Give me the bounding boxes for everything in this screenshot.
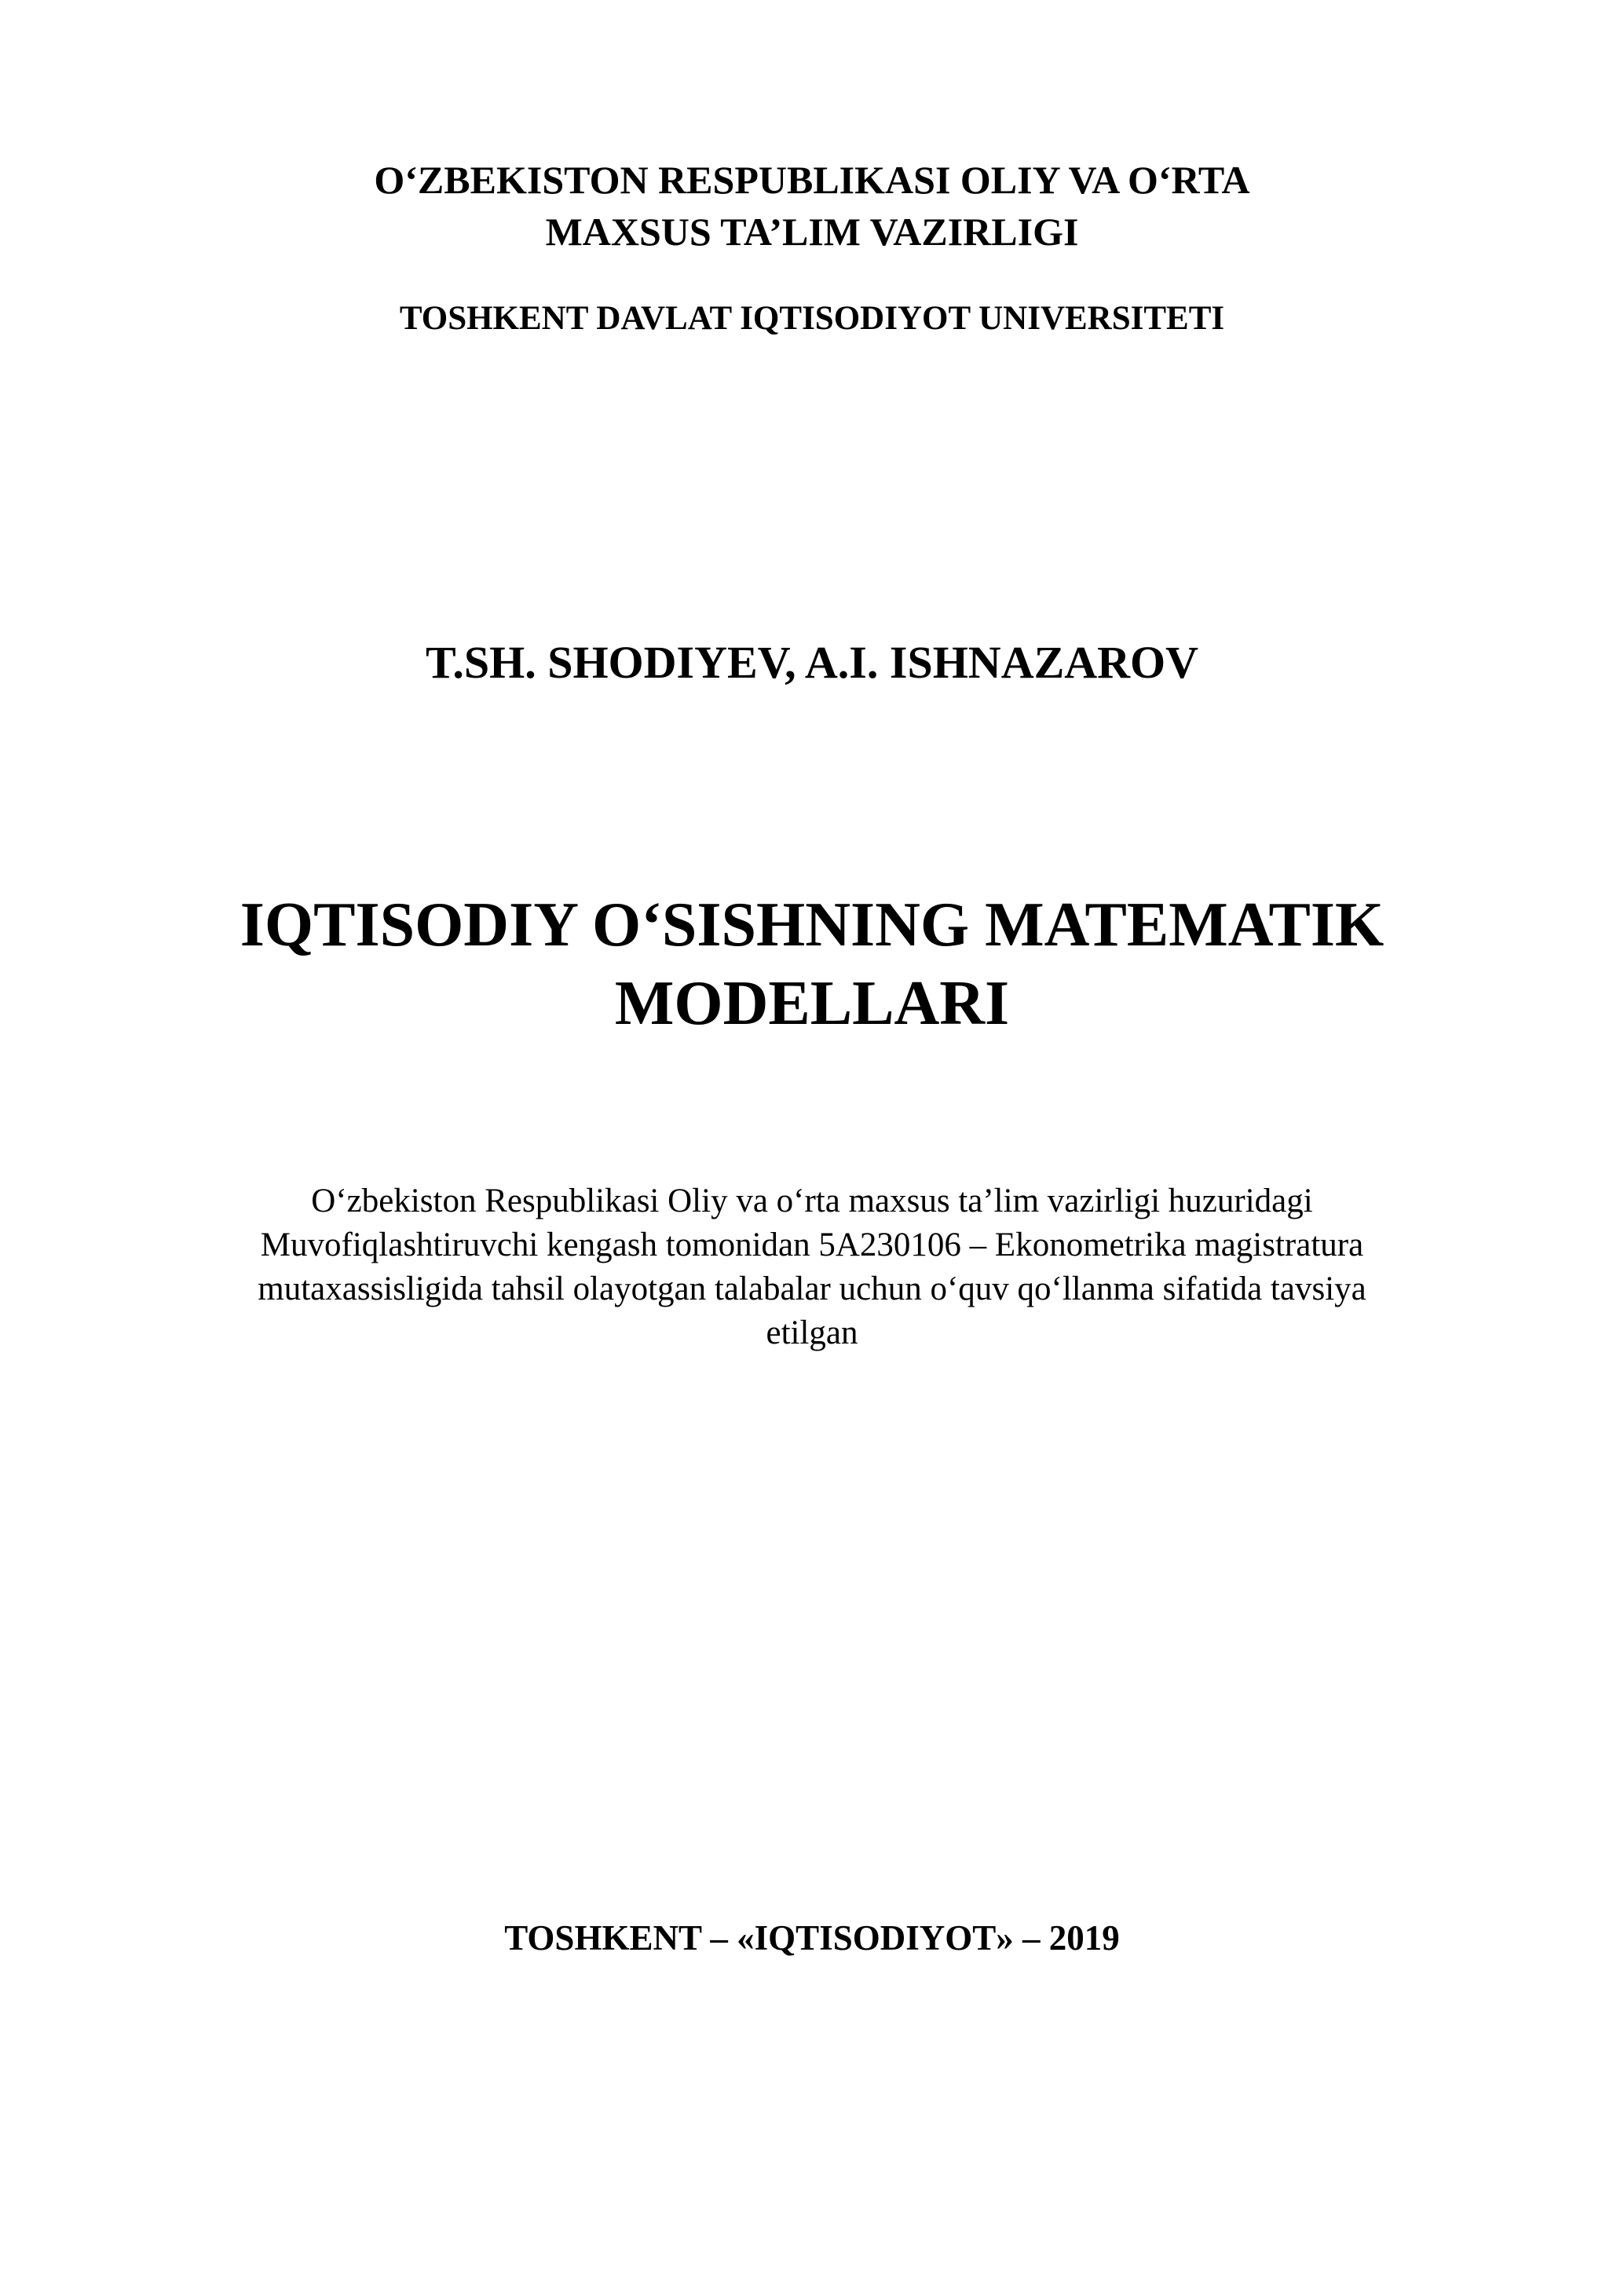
authors: T.SH. SHODIYEV, A.I. ISHNAZAROV [425, 637, 1199, 688]
recommendation-line-4: etilgan [766, 1314, 858, 1351]
recommendation-line-2: Muvofiqlashtiruvchi kengash tomonidan 5A230106 – Ekonometrika magistratura [260, 1227, 1364, 1263]
recommendation-text [195, 1179, 1429, 1355]
book-title-line-2: MODELLARI [614, 969, 1010, 1038]
ministry-heading [0, 154, 1624, 258]
publisher-imprint: TOSHKENT – «IQTISODIYOT» – 2019 [504, 1918, 1120, 1958]
university-name: TOSHKENT DAVLAT IQTISODIYOT UNIVERSITETI [399, 300, 1225, 337]
book-title-line-1: IQTISODIY O‘SISHNING MATEMATIK [240, 890, 1384, 960]
recommendation-line-3: mutaxassisligida tahsil olayotgan talabalar uchun o‘quv qo‘llanma sifatida tavsiya [258, 1270, 1366, 1307]
ministry-line-1: O‘ZBEKISTON RESPUBLIKASI OLIY VA O‘RTA [374, 158, 1250, 202]
ministry-line-2: MAXSUS TA’LIM VAZIRLIGI [545, 210, 1079, 254]
book-title [0, 886, 1624, 1043]
recommendation-line-1: O‘zbekiston Respublikasi Oliy va o‘rta maxsus ta’lim vazirligi huzuridagi [311, 1183, 1313, 1219]
